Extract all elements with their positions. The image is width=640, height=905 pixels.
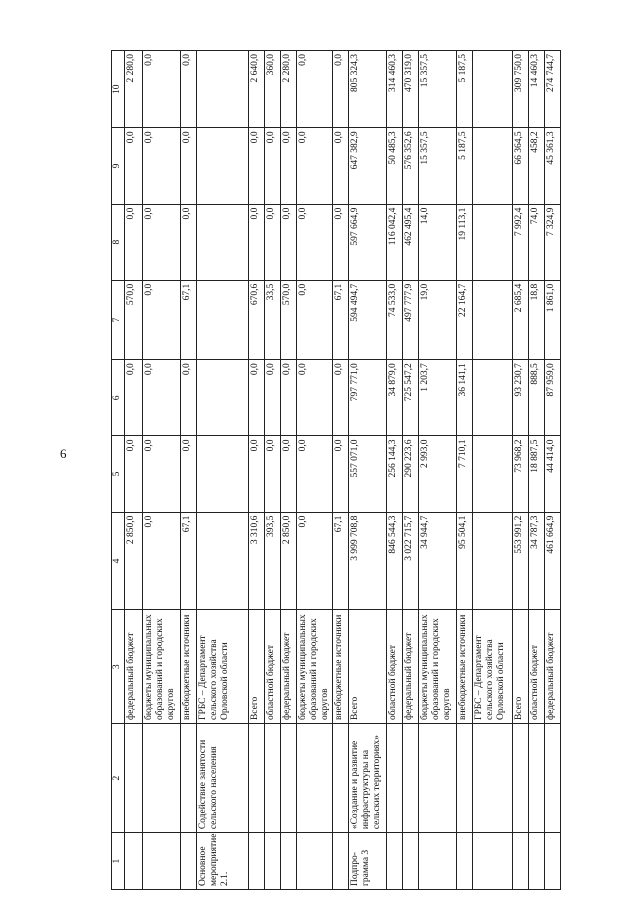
value-cell: 0,0 bbox=[143, 436, 181, 512]
column-header: 9 bbox=[112, 128, 125, 204]
row-title-cell bbox=[249, 724, 265, 833]
row-title-cell bbox=[333, 724, 349, 833]
row-number-cell bbox=[529, 833, 545, 890]
value-cell: 2 685,4 bbox=[513, 280, 529, 360]
value-cell: 0,0 bbox=[265, 360, 281, 436]
value-cell: 67,1 bbox=[333, 512, 349, 610]
value-cell: 0,0 bbox=[181, 436, 197, 512]
value-cell: 0,0 bbox=[143, 280, 181, 360]
value-cell: 557 071,0 bbox=[349, 436, 387, 512]
value-cell: 0,0 bbox=[143, 512, 181, 610]
value-cell: 805 324,3 bbox=[349, 51, 387, 128]
value-cell: 7 324,9 bbox=[545, 204, 561, 280]
funding-source-cell: федеральный бюджет bbox=[545, 610, 561, 724]
value-cell: 0,0 bbox=[125, 204, 143, 280]
value-cell: 3 022 715,7 bbox=[403, 512, 419, 610]
value-cell: 2 850,0 bbox=[125, 512, 143, 610]
value-cell: 274 744,7 bbox=[545, 51, 561, 128]
funding-source-cell: федеральный бюджет bbox=[403, 610, 419, 724]
table-row bbox=[265, 51, 281, 890]
value-cell: 67,1 bbox=[181, 512, 197, 610]
row-title-cell bbox=[529, 724, 545, 833]
value-cell: 18,8 bbox=[529, 280, 545, 360]
value-cell: 393,5 bbox=[265, 512, 281, 610]
value-cell: 461 664,9 bbox=[545, 512, 561, 610]
value-cell bbox=[473, 512, 513, 610]
value-cell bbox=[197, 360, 249, 436]
value-cell: 497 777,9 bbox=[403, 280, 419, 360]
value-cell: 570,0 bbox=[125, 280, 143, 360]
value-cell bbox=[197, 204, 249, 280]
value-cell: 73 968,2 bbox=[513, 436, 529, 512]
value-cell: 15 357,5 bbox=[419, 128, 457, 204]
value-cell: 0,0 bbox=[125, 360, 143, 436]
value-cell: 5 187,5 bbox=[457, 128, 473, 204]
value-cell: 1 203,7 bbox=[419, 360, 457, 436]
row-number-cell: Подпро-грамма 3 bbox=[349, 833, 387, 890]
row-title-cell bbox=[297, 724, 333, 833]
funding-source-cell: федеральный бюджет bbox=[281, 610, 297, 724]
value-cell: 0,0 bbox=[143, 128, 181, 204]
value-cell bbox=[473, 280, 513, 360]
row-number-cell bbox=[513, 833, 529, 890]
value-cell: 22 164,7 bbox=[457, 280, 473, 360]
funding-source-cell: областной бюджет bbox=[529, 610, 545, 724]
value-cell: 2 280,0 bbox=[281, 51, 297, 128]
row-number-cell bbox=[281, 833, 297, 890]
table-row bbox=[403, 51, 419, 890]
value-cell: 0,0 bbox=[333, 128, 349, 204]
page-number: 6 bbox=[60, 446, 67, 461]
value-cell: 597 664,9 bbox=[349, 204, 387, 280]
funding-source-cell: Всего bbox=[513, 610, 529, 724]
value-cell: 2 850,0 bbox=[281, 512, 297, 610]
value-cell: 0,0 bbox=[297, 360, 333, 436]
value-cell: 14 460,3 bbox=[529, 51, 545, 128]
value-cell bbox=[473, 51, 513, 128]
value-cell bbox=[473, 128, 513, 204]
value-cell: 0,0 bbox=[281, 360, 297, 436]
column-header: 3 bbox=[112, 610, 125, 724]
budget-table bbox=[111, 50, 561, 890]
value-cell: 5 187,5 bbox=[457, 51, 473, 128]
value-cell: 7 710,1 bbox=[457, 436, 473, 512]
row-number-cell bbox=[419, 833, 457, 890]
value-cell: 19 113,1 bbox=[457, 204, 473, 280]
row-title-cell bbox=[513, 724, 529, 833]
value-cell: 0,0 bbox=[333, 51, 349, 128]
value-cell: 93 230,7 bbox=[513, 360, 529, 436]
value-cell: 888,5 bbox=[529, 360, 545, 436]
value-cell: 0,0 bbox=[249, 204, 265, 280]
value-cell: 470 319,0 bbox=[403, 51, 419, 128]
value-cell: 0,0 bbox=[297, 512, 333, 610]
value-cell: 2 993,0 bbox=[419, 436, 457, 512]
value-cell: 0,0 bbox=[333, 436, 349, 512]
value-cell: 14,0 bbox=[419, 204, 457, 280]
column-header: 5 bbox=[112, 436, 125, 512]
funding-source-cell: областной бюджет bbox=[265, 610, 281, 724]
funding-source-cell: бюджеты муниципальных образований и городских округов bbox=[419, 610, 457, 724]
value-cell: 1 861,0 bbox=[545, 280, 561, 360]
value-cell: 67,1 bbox=[333, 280, 349, 360]
value-cell: 15 357,5 bbox=[419, 51, 457, 128]
value-cell bbox=[197, 512, 249, 610]
value-cell: 34 787,3 bbox=[529, 512, 545, 610]
value-cell: 0,0 bbox=[181, 51, 197, 128]
table-body bbox=[125, 51, 561, 890]
value-cell bbox=[197, 128, 249, 204]
value-cell: 74,0 bbox=[529, 204, 545, 280]
value-cell: 360,0 bbox=[265, 51, 281, 128]
funding-source-cell: ГРБС – Департамент сельского хозяйства Орловской области bbox=[197, 610, 249, 724]
funding-source-cell: внебюджетные источники bbox=[457, 610, 473, 724]
value-cell: 87 959,0 bbox=[545, 360, 561, 436]
funding-source-cell: ГРБС – Департамент сельского хозяйства Орловской области bbox=[473, 610, 513, 724]
value-cell: 34 879,0 bbox=[387, 360, 403, 436]
value-cell: 95 504,1 bbox=[457, 512, 473, 610]
value-cell: 67,1 bbox=[181, 280, 197, 360]
row-number-cell bbox=[333, 833, 349, 890]
row-title-cell bbox=[125, 724, 143, 833]
value-cell: 314 460,3 bbox=[387, 51, 403, 128]
value-cell: 2 640,0 bbox=[249, 51, 265, 128]
row-number-cell bbox=[143, 833, 181, 890]
value-cell: 0,0 bbox=[125, 436, 143, 512]
value-cell: 0,0 bbox=[181, 204, 197, 280]
value-cell: 0,0 bbox=[249, 360, 265, 436]
column-header: 8 bbox=[112, 204, 125, 280]
column-header: 6 bbox=[112, 360, 125, 436]
column-header: 10 bbox=[112, 51, 125, 128]
value-cell: 309 750,0 bbox=[513, 51, 529, 128]
value-cell: 116 042,4 bbox=[387, 204, 403, 280]
value-cell: 0,0 bbox=[297, 51, 333, 128]
table-row bbox=[197, 51, 249, 890]
row-number-cell bbox=[545, 833, 561, 890]
value-cell: 66 364,5 bbox=[513, 128, 529, 204]
row-title-cell bbox=[403, 724, 419, 833]
table-row bbox=[281, 51, 297, 890]
row-title-cell bbox=[143, 724, 181, 833]
row-number-cell bbox=[457, 833, 473, 890]
table-row bbox=[473, 51, 513, 890]
row-number-cell: Основное мероприятие 2.1. bbox=[197, 833, 249, 890]
row-number-cell bbox=[403, 833, 419, 890]
row-title-cell bbox=[545, 724, 561, 833]
column-header: 7 bbox=[112, 280, 125, 360]
value-cell: 0,0 bbox=[281, 204, 297, 280]
value-cell: 462 495,4 bbox=[403, 204, 419, 280]
value-cell: 0,0 bbox=[297, 204, 333, 280]
funding-source-cell: бюджеты муниципальных образований и городских округов bbox=[297, 610, 333, 724]
column-header: 1 bbox=[112, 833, 125, 890]
value-cell: 0,0 bbox=[143, 204, 181, 280]
table-row bbox=[333, 51, 349, 890]
value-cell: 0,0 bbox=[143, 51, 181, 128]
row-number-cell bbox=[181, 833, 197, 890]
row-title-cell bbox=[265, 724, 281, 833]
value-cell: 0,0 bbox=[181, 360, 197, 436]
row-title-cell bbox=[387, 724, 403, 833]
value-cell bbox=[197, 51, 249, 128]
value-cell: 256 144,3 bbox=[387, 436, 403, 512]
value-cell: 797 771,0 bbox=[349, 360, 387, 436]
table-row bbox=[125, 51, 143, 890]
value-cell: 36 141,1 bbox=[457, 360, 473, 436]
value-cell: 0,0 bbox=[281, 128, 297, 204]
row-number-cell bbox=[473, 833, 513, 890]
value-cell: 0,0 bbox=[281, 436, 297, 512]
table-row bbox=[513, 51, 529, 890]
value-cell: 50 485,3 bbox=[387, 128, 403, 204]
value-cell: 3 999 708,8 bbox=[349, 512, 387, 610]
funding-source-cell: внебюджетные источники bbox=[333, 610, 349, 724]
row-title-cell bbox=[457, 724, 473, 833]
value-cell: 19,0 bbox=[419, 280, 457, 360]
table-row bbox=[387, 51, 403, 890]
value-cell: 0,0 bbox=[265, 436, 281, 512]
table-row bbox=[457, 51, 473, 890]
row-number-cell bbox=[265, 833, 281, 890]
value-cell: 458,2 bbox=[529, 128, 545, 204]
rotated-page-content bbox=[111, 50, 561, 890]
value-cell: 0,0 bbox=[125, 128, 143, 204]
value-cell: 0,0 bbox=[181, 128, 197, 204]
row-number-cell bbox=[249, 833, 265, 890]
value-cell: 0,0 bbox=[249, 128, 265, 204]
row-title-cell bbox=[181, 724, 197, 833]
funding-source-cell: федеральный бюджет bbox=[125, 610, 143, 724]
value-cell: 0,0 bbox=[333, 204, 349, 280]
value-cell: 0,0 bbox=[333, 360, 349, 436]
row-number-cell bbox=[387, 833, 403, 890]
value-cell: 3 310,6 bbox=[249, 512, 265, 610]
value-cell: 7 992,4 bbox=[513, 204, 529, 280]
value-cell: 0,0 bbox=[249, 436, 265, 512]
funding-source-cell: областной бюджет bbox=[387, 610, 403, 724]
row-title-cell: «Создание и развитие инфраструктуры на сельских территориях» bbox=[349, 724, 387, 833]
funding-source-cell: внебюджетные источники bbox=[181, 610, 197, 724]
row-title-cell: Содействие занятости сельского населения bbox=[197, 724, 249, 833]
value-cell: 33,5 bbox=[265, 280, 281, 360]
value-cell: 670,6 bbox=[249, 280, 265, 360]
value-cell: 44 414,0 bbox=[545, 436, 561, 512]
column-header: 2 bbox=[112, 724, 125, 833]
table-row bbox=[143, 51, 181, 890]
column-header: 4 bbox=[112, 512, 125, 610]
value-cell: 594 494,7 bbox=[349, 280, 387, 360]
value-cell: 846 544,3 bbox=[387, 512, 403, 610]
value-cell: 576 352,6 bbox=[403, 128, 419, 204]
value-cell: 570,0 bbox=[281, 280, 297, 360]
table-row bbox=[529, 51, 545, 890]
value-cell: 0,0 bbox=[297, 128, 333, 204]
value-cell: 74 533,0 bbox=[387, 280, 403, 360]
value-cell: 725 547,2 bbox=[403, 360, 419, 436]
value-cell bbox=[197, 436, 249, 512]
value-cell: 0,0 bbox=[297, 280, 333, 360]
funding-source-cell: Всего bbox=[349, 610, 387, 724]
value-cell: 2 280,0 bbox=[125, 51, 143, 128]
header-row bbox=[112, 51, 125, 890]
value-cell: 0,0 bbox=[297, 436, 333, 512]
table-row bbox=[349, 51, 387, 890]
table-row bbox=[419, 51, 457, 890]
row-title-cell bbox=[473, 724, 513, 833]
value-cell bbox=[197, 280, 249, 360]
value-cell: 647 382,9 bbox=[349, 128, 387, 204]
value-cell: 553 991,2 bbox=[513, 512, 529, 610]
value-cell: 45 361,3 bbox=[545, 128, 561, 204]
table-row bbox=[181, 51, 197, 890]
row-title-cell bbox=[281, 724, 297, 833]
value-cell bbox=[473, 360, 513, 436]
value-cell: 0,0 bbox=[265, 128, 281, 204]
row-title-cell bbox=[419, 724, 457, 833]
value-cell: 18 887,5 bbox=[529, 436, 545, 512]
funding-source-cell: бюджеты муниципальных образований и городских округов bbox=[143, 610, 181, 724]
table-row bbox=[297, 51, 333, 890]
value-cell: 34 944,7 bbox=[419, 512, 457, 610]
table-row bbox=[545, 51, 561, 890]
funding-source-cell: Всего bbox=[249, 610, 265, 724]
value-cell: 290 223,6 bbox=[403, 436, 419, 512]
value-cell: 0,0 bbox=[265, 204, 281, 280]
value-cell bbox=[473, 436, 513, 512]
table-row bbox=[249, 51, 265, 890]
row-number-cell bbox=[297, 833, 333, 890]
value-cell bbox=[473, 204, 513, 280]
row-number-cell bbox=[125, 833, 143, 890]
value-cell: 0,0 bbox=[143, 360, 181, 436]
